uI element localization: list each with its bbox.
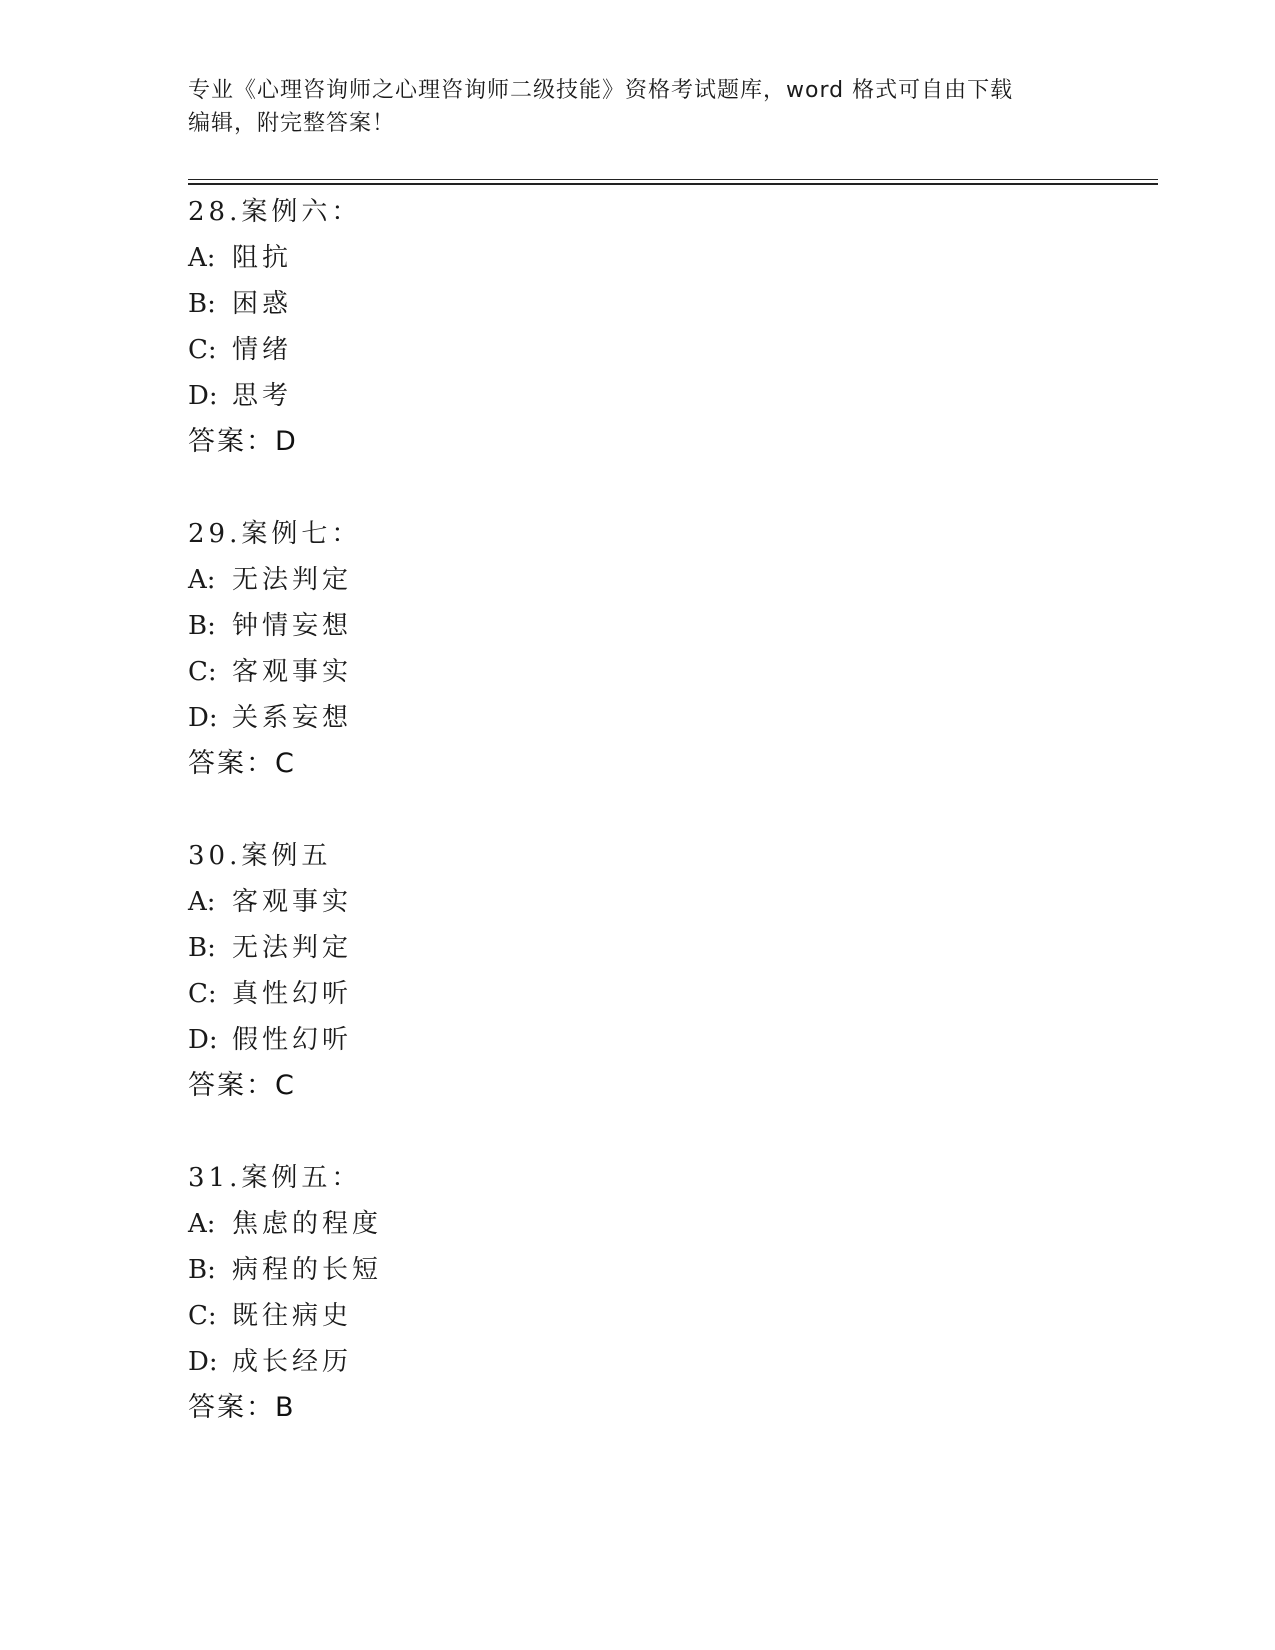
option-text: 钟情妄想: [232, 611, 353, 641]
option-a: [188, 1201, 1088, 1247]
question-title: 30.案例五: [188, 841, 332, 871]
option-text: 情绪: [232, 335, 293, 365]
header-line-1: 专业《心理咨询师之心理咨询师二级技能》资格考试题库，word 格式可自由下载: [188, 78, 1014, 103]
option-label: A:: [188, 1209, 216, 1239]
option-d: [188, 695, 1088, 741]
option-c: [188, 971, 1088, 1017]
option-b: [188, 603, 1088, 649]
option-text: 客观事实: [232, 887, 353, 917]
option-c: [188, 327, 1088, 373]
option-text: 成长经历: [232, 1347, 353, 1377]
question-29: [188, 511, 1088, 787]
option-d: [188, 373, 1088, 419]
option-label: D:: [188, 1025, 218, 1055]
header-line-2: 编辑，附完整答案！: [188, 111, 396, 136]
option-text: 客观事实: [232, 657, 353, 687]
option-b: [188, 281, 1088, 327]
option-text: 思考: [232, 381, 293, 411]
option-text: 既往病史: [232, 1301, 353, 1331]
option-c: [188, 1293, 1088, 1339]
option-d: [188, 1339, 1088, 1385]
option-label: D:: [188, 1347, 218, 1377]
document-header: [188, 74, 1068, 140]
option-label: B:: [188, 289, 216, 319]
option-b: [188, 925, 1088, 971]
option-label: C:: [188, 1301, 217, 1331]
option-text: 无法判定: [232, 565, 353, 595]
option-text: 关系妄想: [232, 703, 353, 733]
question-28: [188, 189, 1088, 465]
option-text: 真性幻听: [232, 979, 353, 1009]
question-31: [188, 1155, 1088, 1431]
header-divider-bottom: [188, 183, 1158, 185]
option-label: A:: [188, 243, 216, 273]
answer-line: 答案：C: [188, 748, 296, 779]
option-label: B:: [188, 611, 216, 641]
option-text: 无法判定: [232, 933, 353, 963]
option-a: [188, 879, 1088, 925]
option-label: B:: [188, 1255, 216, 1285]
option-text: 焦虑的程度: [232, 1209, 383, 1239]
question-list: [188, 189, 1088, 1431]
option-label: D:: [188, 381, 218, 411]
option-b: [188, 1247, 1088, 1293]
option-text: 病程的长短: [232, 1255, 383, 1285]
option-a: [188, 557, 1088, 603]
header-divider-top: [188, 179, 1158, 180]
option-label: D:: [188, 703, 218, 733]
option-label: C:: [188, 335, 217, 365]
option-c: [188, 649, 1088, 695]
option-label: B:: [188, 933, 216, 963]
option-a: [188, 235, 1088, 281]
option-text: 困惑: [232, 289, 293, 319]
option-label: A:: [188, 565, 216, 595]
option-label: C:: [188, 657, 217, 687]
option-text: 假性幻听: [232, 1025, 353, 1055]
answer-line: 答案：C: [188, 1070, 296, 1101]
answer-line: 答案：D: [188, 426, 298, 457]
option-label: C:: [188, 979, 217, 1009]
option-text: 阻抗: [232, 243, 293, 273]
question-title: 29.案例七：: [188, 519, 362, 549]
question-title: 28.案例六：: [188, 197, 362, 227]
answer-line: 答案：B: [188, 1392, 296, 1423]
option-d: [188, 1017, 1088, 1063]
question-30: [188, 833, 1088, 1109]
question-title: 31.案例五：: [188, 1163, 362, 1193]
option-label: A:: [188, 887, 216, 917]
